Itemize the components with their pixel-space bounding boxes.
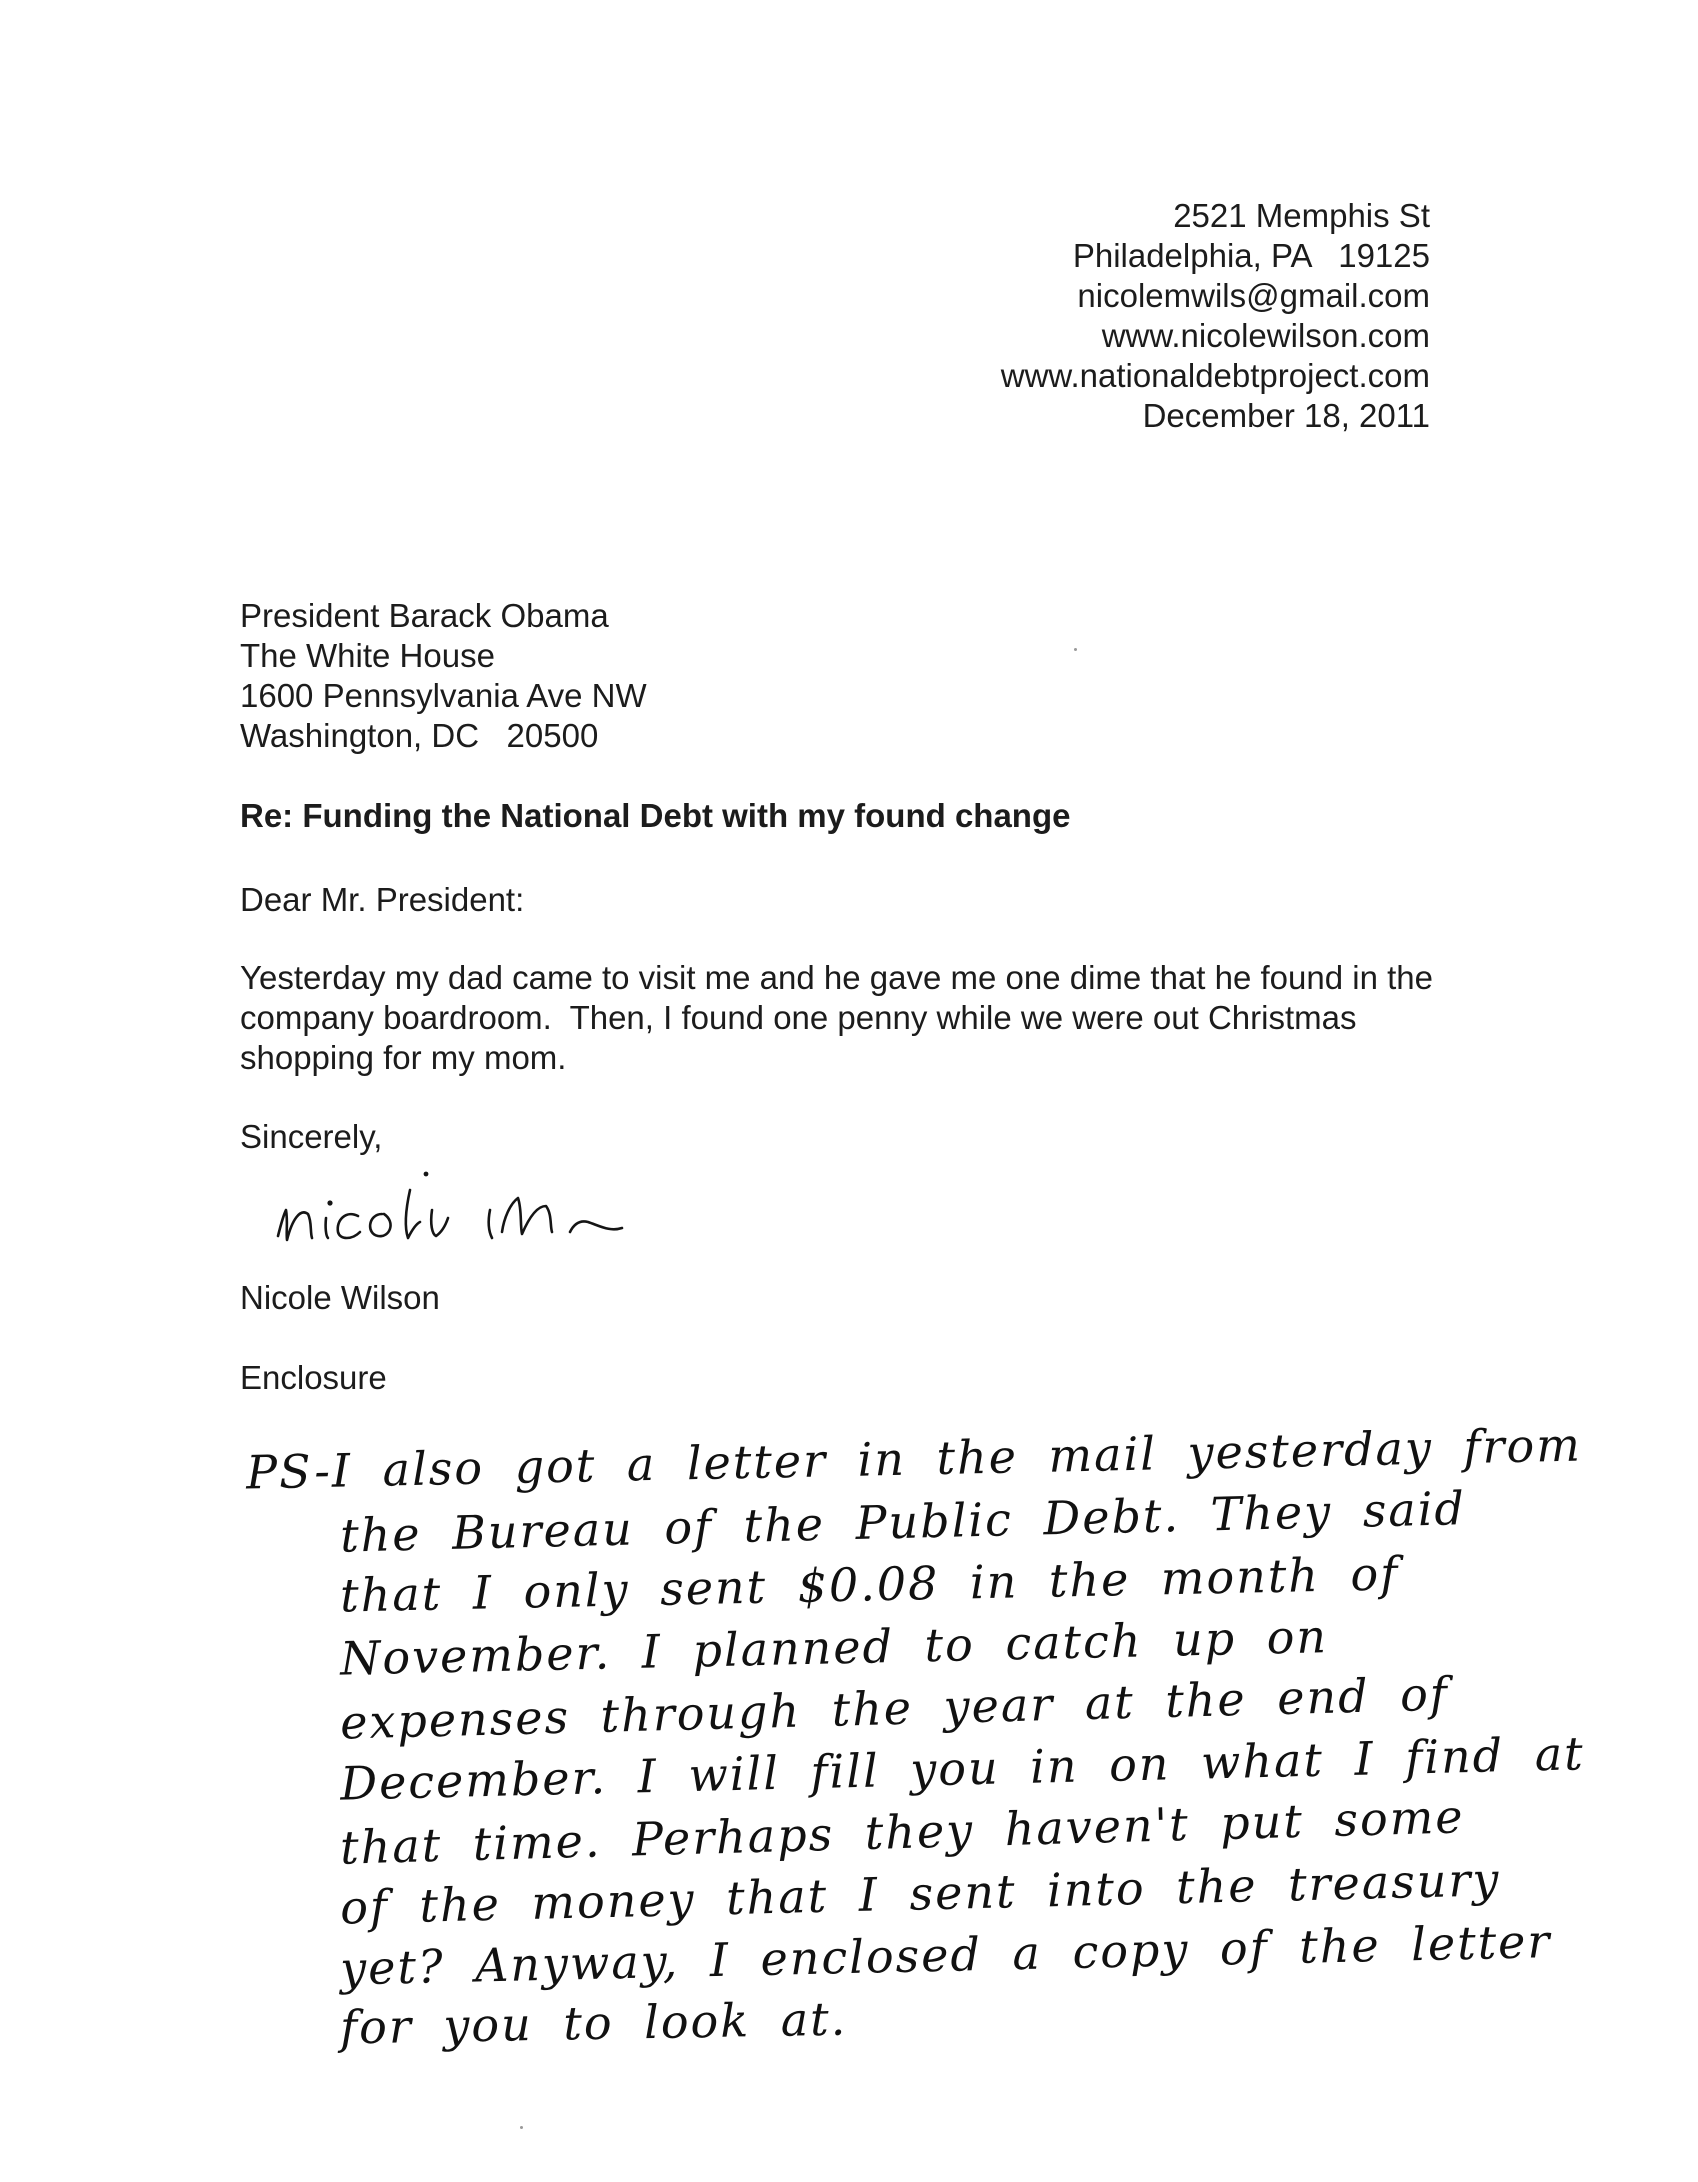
recipient-name: President Barack Obama [240,597,609,634]
subject-line: Re: Funding the National Debt with my found change [240,797,1071,834]
closing: Sincerely, [240,1118,383,1155]
recipient-street: 1600 Pennsylvania Ave NW [240,677,647,714]
signer-name: Nicole Wilson [240,1279,440,1316]
postscript-line: November. I planned to catch up on [339,1609,1329,1686]
handwritten-signature [270,1148,670,1268]
postscript-line: December. I will fill you in on what I find at [339,1726,1586,1811]
recipient-org: The White House [240,637,495,674]
postscript-line: yet? Anyway, I enclosed a copy of the letter [339,1914,1552,1996]
sender-address-block [1001,196,1430,436]
recipient-city-line: Washington, DC 20500 [240,717,599,754]
recipient-address-block [240,596,647,756]
postscript-line: PS-I also got a letter in the mail yesterday from [245,1417,1583,1500]
sender-website-1: www.nicolewilson.com [1101,317,1430,354]
scan-speck [1074,648,1077,651]
enclosure-note: Enclosure [240,1359,387,1396]
salutation: Dear Mr. President: [240,881,525,918]
scan-speck [520,2126,523,2129]
handwritten-postscript [245,1417,1586,2055]
sender-street: 2521 Memphis St [1173,197,1430,234]
postscript-line: of the money that I sent into the treasury [339,1852,1501,1935]
postscript-line: for you to look at. [339,1991,848,2055]
postscript-line: that time. Perhaps they haven't put some [339,1789,1466,1875]
sender-email: nicolemwils@gmail.com [1077,277,1430,314]
sender-website-2: www.nationaldebtproject.com [1000,357,1430,394]
postscript-line: the Bureau of the Public Debt. They said [339,1481,1467,1563]
postscript-line: that I only sent $0.08 in the month of [339,1546,1400,1623]
letter-date: December 18, 2011 [1142,397,1430,434]
postscript-line: expenses through the year at the end of [339,1666,1450,1750]
letter-body: Yesterday my dad came to visit me and he gave me one dime that he found in the company boardroom. Then, I found one penny while we were out Christmas shopping for my mom. [240,959,1443,1076]
sender-city-line: Philadelphia, PA 19125 [1072,237,1430,274]
